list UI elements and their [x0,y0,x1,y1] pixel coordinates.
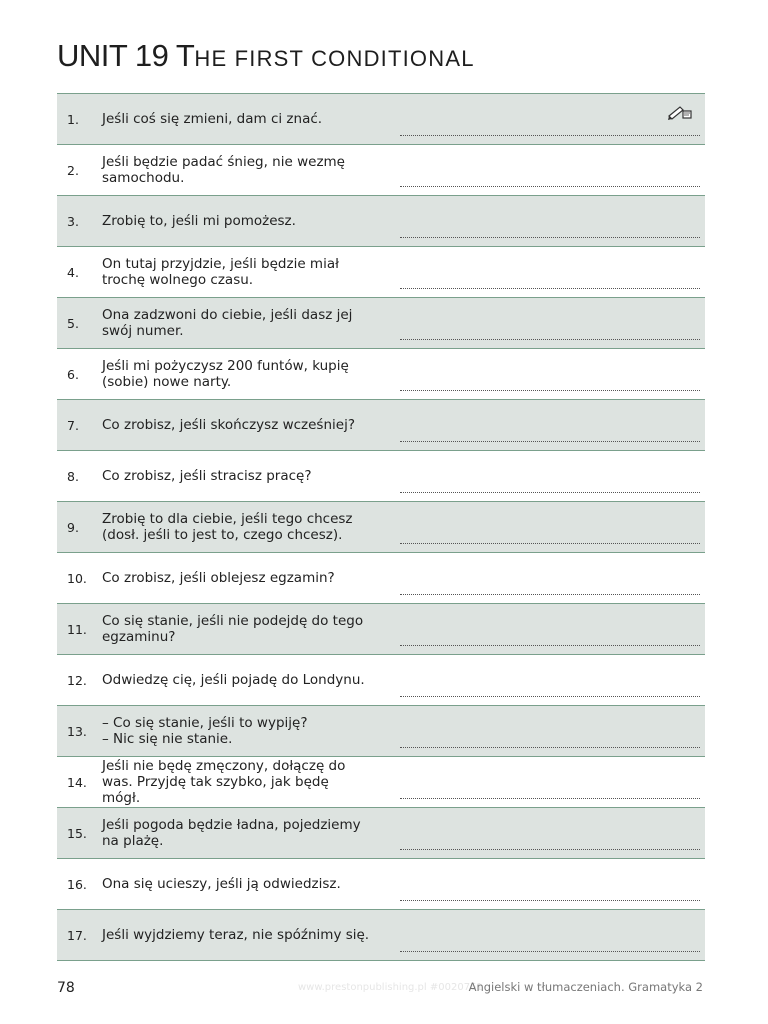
polish-sentence: Jeśli pogoda będzie ładna, pojedziemy na plażę. [102,817,361,849]
exercise-row [57,859,705,910]
exercise-number: 10. [67,570,87,586]
exercise-row [57,349,705,400]
exercise-number: 16. [67,876,87,892]
answer-line[interactable] [400,186,700,187]
exercise-number: 1. [67,111,79,127]
exercise-number: 13. [67,723,87,739]
exercise-row [57,94,705,145]
title-capital: T [175,38,195,73]
exercise-number: 5. [67,315,79,331]
polish-sentence: Jeśli nie będę zmęczony, dołączę do was. Przyjdę tak szybko, jak będę mógł. [102,758,346,806]
polish-sentence: Jeśli coś się zmieni, dam ci znać. [102,111,323,127]
polish-sentence: Co zrobisz, jeśli oblejesz egzamin? [102,570,335,586]
answer-line[interactable] [400,594,700,595]
answer-line[interactable] [400,288,700,289]
answer-line[interactable] [400,645,700,646]
exercise-row [57,298,705,349]
exercise-number: 4. [67,264,79,280]
polish-sentence: Odwiedzę cię, jeśli pojadę do Londynu. [102,672,365,688]
exercise-row [57,706,705,757]
polish-sentence: Ona zadzwoni do ciebie, jeśli dasz jej swój numer. [102,307,353,339]
answer-line[interactable] [400,951,700,952]
polish-sentence: – Co się stanie, jeśli to wypiję? – Nic się nie stanie. [102,715,308,747]
exercise-row [57,145,705,196]
exercise-number: 12. [67,672,87,688]
polish-sentence: Zrobię to dla ciebie, jeśli tego chcesz (dosł. jeśli to jest to, czego chcesz). [102,511,353,543]
page-number: 78 [57,980,75,996]
exercise-number: 9. [67,519,79,535]
book-title: Angielski w tłumaczeniach. Gramatyka 2 [468,980,703,994]
polish-sentence: Co zrobisz, jeśli skończysz wcześniej? [102,417,355,433]
exercise-number: 8. [67,468,79,484]
exercise-row [57,757,705,808]
answer-line[interactable] [400,237,700,238]
exercise-row [57,400,705,451]
polish-sentence: Zrobię to, jeśli mi pomożesz. [102,213,296,229]
answer-line[interactable] [400,798,700,799]
polish-sentence: Jeśli będzie padać śnieg, nie wezmę samochodu. [102,154,345,186]
exercise-row [57,502,705,553]
exercise-row [57,247,705,298]
exercise-row [57,910,705,961]
exercise-number: 6. [67,366,79,382]
exercise-row [57,451,705,502]
answer-line[interactable] [400,696,700,697]
answer-line[interactable] [400,492,700,493]
polish-sentence: On tutaj przyjdzie, jeśli będzie miał trochę wolnego czasu. [102,256,339,288]
exercise-number: 2. [67,162,79,178]
answer-line[interactable] [400,747,700,748]
polish-sentence: Co zrobisz, jeśli stracisz pracę? [102,468,312,484]
exercise-number: 11. [67,621,87,637]
pencil-writing-icon [667,103,693,121]
exercise-row [57,655,705,706]
answer-line[interactable] [400,900,700,901]
answer-line[interactable] [400,441,700,442]
watermark: www.prestonpublishing.pl #0020761 [298,982,483,993]
page-title [57,38,475,74]
answer-line[interactable] [400,849,700,850]
exercise-number: 7. [67,417,79,433]
exercise-number: 15. [67,825,87,841]
exercise-number: 14. [67,774,87,790]
answer-line[interactable] [400,390,700,391]
exercise-row [57,196,705,247]
unit-label: UNIT 19 [57,38,169,73]
exercise-row [57,604,705,655]
polish-sentence: Jeśli mi pożyczysz 200 funtów, kupię (sobie) nowe narty. [102,358,349,390]
exercise-number: 17. [67,927,87,943]
exercise-row [57,808,705,859]
polish-sentence: Ona się ucieszy, jeśli ją odwiedzisz. [102,876,341,892]
answer-line[interactable] [400,135,700,136]
answer-line[interactable] [400,543,700,544]
exercise-table [57,93,705,961]
title-rest: HE FIRST CONDITIONAL [194,46,475,71]
polish-sentence: Jeśli wyjdziemy teraz, nie spóźnimy się. [102,927,370,943]
exercise-row [57,553,705,604]
polish-sentence: Co się stanie, jeśli nie podejdę do tego egzaminu? [102,613,364,645]
exercise-number: 3. [67,213,79,229]
answer-line[interactable] [400,339,700,340]
